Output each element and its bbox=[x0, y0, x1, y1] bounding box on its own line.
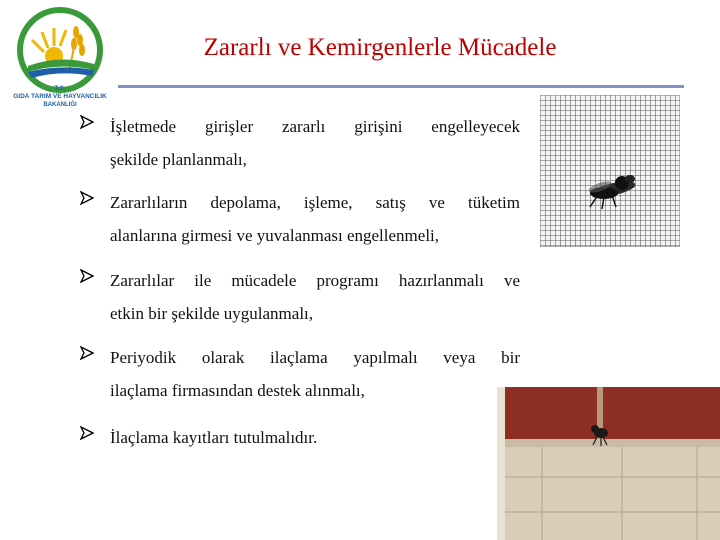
bullet-text-line2: ilaçlama firmasından destek alınmalı, bbox=[110, 381, 365, 400]
bullet-item bbox=[80, 186, 520, 252]
arrow-bullet-icon bbox=[80, 426, 94, 440]
insect-on-wall-photo bbox=[497, 387, 720, 540]
fly-on-mesh-photo bbox=[540, 95, 680, 247]
bullet-text-line1: Zararlıların depolama, işleme, satış ve tüketim bbox=[110, 193, 520, 212]
bullet-item bbox=[80, 421, 520, 454]
bullet-text-line2: alanlarına girmesi ve yuvalanması engellenmeli, bbox=[110, 226, 440, 245]
arrow-bullet-icon bbox=[80, 269, 94, 283]
logo-text-tc: T.C. bbox=[54, 86, 66, 92]
title-divider bbox=[118, 85, 684, 88]
arrow-bullet-icon bbox=[80, 346, 94, 360]
logo-text-ministry: GIDA TARIM VE HAYVANCILIK bbox=[13, 93, 107, 100]
bullet-text-line1: İlaçlama kayıtları tutulmalıdır. bbox=[110, 428, 318, 447]
bullet-text-line2: etkin bir şekilde uygulanmalı, bbox=[110, 304, 314, 323]
bullet-text-line1: Periyodik olarak ilaçlama yapılmalı veya bir bbox=[110, 348, 520, 367]
bullet-item bbox=[80, 341, 520, 407]
bullet-item bbox=[80, 110, 520, 176]
page-title: Zararlı ve Kemirgenlerle Mücadele bbox=[203, 34, 557, 61]
arrow-bullet-icon bbox=[80, 191, 94, 205]
bullet-item bbox=[80, 264, 520, 330]
bullet-text-line1: İşletmede girişler zararlı girişini engelleyecek bbox=[110, 117, 520, 136]
bullet-text-line1: Zararlılar ile mücadele programı hazırlanmalı ve bbox=[110, 271, 520, 290]
arrow-bullet-icon bbox=[80, 115, 94, 129]
bullet-text-line2: şekilde planlanmalı, bbox=[110, 150, 247, 169]
ministry-logo bbox=[4, 6, 116, 114]
logo-text-bakanligi: BAKANLIĞI bbox=[43, 102, 77, 108]
